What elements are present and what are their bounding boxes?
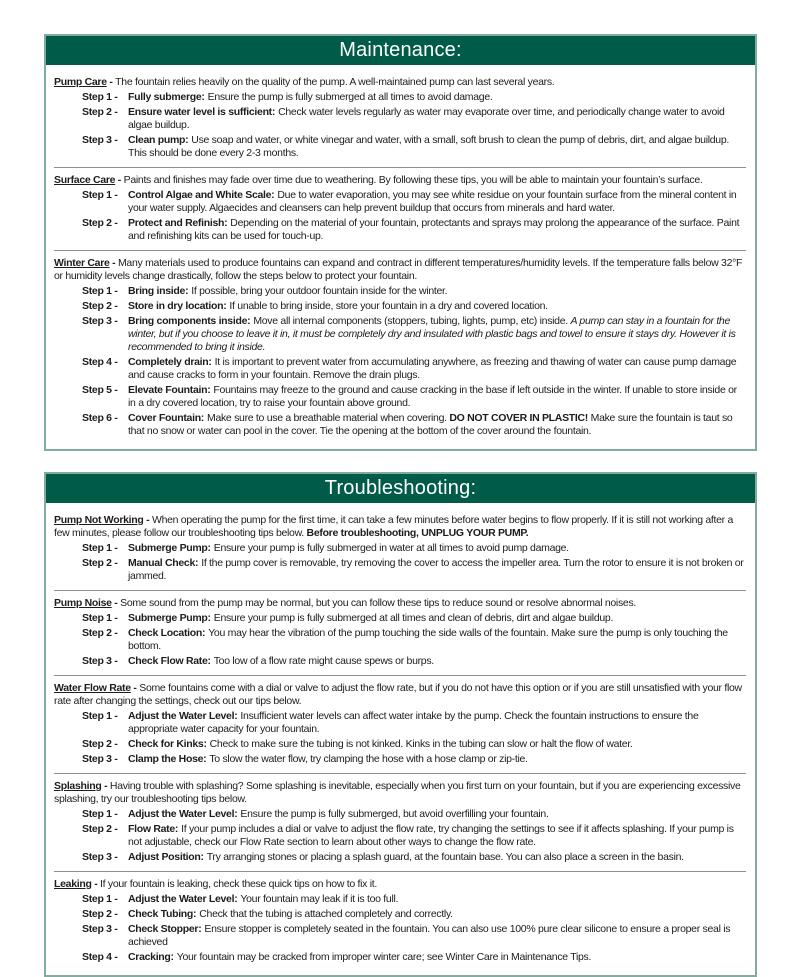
step-label: Step 3 - [82,134,118,146]
text-run: - [111,597,121,609]
step-name: Check Tubing: [128,908,197,920]
text-run: - [115,174,124,186]
step-name: Bring components inside: [128,315,251,327]
text-run: Make sure the fountain is taut so that no snow or water can pool in the cover. Tie the opening at the bottom of the cover around the fountain. [128,412,733,437]
text-run: Many materials used to produce fountains can expand and contract in different temperatures/humidity levels. If the temperature falls below 32°F or humidity levels change drastically, follow the steps below to protect your fountain. [54,257,743,282]
group-heading: Pump Not Working [54,514,144,526]
group-heading: Winter Care [54,257,110,269]
step-label: Step 1 - [82,808,118,820]
text-run: Due to water evaporation, you may see white residue on your fountain surface from the mineral content in your water supply. Algaecides and cleansers can help prevent buildup that occurs from minerals and hard water. [128,189,737,214]
step-row [54,189,746,215]
step-label: Step 1 - [82,612,118,624]
group-divider [54,250,746,251]
group-heading: Water Flow Rate [54,682,131,694]
step-row [54,557,746,583]
step-row [54,315,746,354]
panel-maintenance [44,34,757,451]
group-intro [54,682,746,708]
step-row [54,893,746,906]
group-heading: Surface Care [54,174,116,186]
step-label: Step 1 - [82,285,118,297]
text-run: - [143,514,152,526]
step-row [54,753,746,766]
text-run: Before troubleshooting, UNPLUG YOUR PUMP. [306,527,529,539]
text-run: Having trouble with splashing? Some splashing is inevitable, especially when you first turn on your fountain, but if you are experiencing excessive splashing, try our troubleshooting tips below. [54,780,741,805]
step-name: Elevate Fountain: [128,384,211,396]
step-body [128,808,746,821]
step-body [128,542,746,555]
step-row [54,384,746,410]
step-body [128,285,746,298]
group-intro [54,257,746,283]
text-run: Ensure stopper is completely seated in the fountain. You can also use 100% pure clear silicone to ensure a proper seal is achieved [128,923,731,948]
step-row [54,134,746,160]
step-row [54,808,746,821]
step-label: Step 5 - [82,384,118,396]
text-run: If possible, bring your outdoor fountain inside for the winter. [191,285,448,297]
step-row [54,823,746,849]
group-intro [54,878,746,891]
text-run: Check that the tubing is attached completely and correctly. [199,908,453,920]
step-name: Bring inside: [128,285,189,297]
text-run: Your fountain may be cracked from improper winter care; see Winter Care in Maintenance Tips. [176,951,592,963]
panel-header [46,36,755,65]
group-splashing [54,780,746,864]
step-body [128,738,746,751]
text-run: Ensure your pump is fully submerged in water at all times to avoid pump damage. [213,542,569,554]
text-run: Fountains may freeze to the ground and cause cracking in the base if left outside in the winter. If unable to store inside or in a dry covered location, try to raise your fountain above ground. [128,384,737,409]
step-body [128,189,746,215]
text-run: Your fountain may leak if it is too full. [240,893,399,905]
step-label: Step 1 - [82,189,118,201]
step-body [128,557,746,583]
step-body [128,384,746,410]
step-label: Step 2 - [82,738,118,750]
group-divider [54,675,746,676]
group-divider [54,773,746,774]
group-intro [54,597,746,610]
step-row [54,710,746,736]
panel-title: Maintenance: [339,39,462,61]
group-heading: Leaking [54,878,92,890]
step-name: Adjust the Water Level: [128,893,238,905]
step-body [128,91,746,104]
text-run: If your pump includes a dial or valve to adjust the flow rate, try changing the settings to see if it affects splashing. If your pump is not adjustable, check our Flow Rate section to learn about other ways to change the flow rate. [128,823,734,848]
step-label: Step 6 - [82,412,118,424]
step-name: Adjust the Water Level: [128,808,238,820]
group-divider [54,590,746,591]
step-row [54,951,746,964]
text-run: Some fountains come with a dial or valve to adjust the flow rate, but if you do not have this option or if you are still unsatisfied with your flow rate after changing the settings, check out our tips below. [54,682,742,707]
step-name: Fully submerge: [128,91,205,103]
step-name: Check Flow Rate: [128,655,211,667]
text-run: Try arranging stones or placing a splash guard, at the fountain base. You can also place a screen in the basin. [206,851,684,863]
group-divider [54,167,746,168]
step-row [54,356,746,382]
text-run: - [91,878,101,890]
manual-page [0,34,800,977]
step-name: Submerge Pump: [128,612,211,624]
step-label: Step 2 - [82,627,118,639]
step-label: Step 4 - [82,951,118,963]
step-name: Completely drain: [128,356,212,368]
step-row [54,612,746,625]
text-run: - [106,76,116,88]
group-pump-noise [54,597,746,668]
text-run: Use soap and water, or white vinegar and water, with a small, soft brush to clean the pump of debris, dirt, and algae buildup. This should be done every 2-3 months. [128,134,729,159]
step-body [128,412,746,438]
panel-header [46,474,755,503]
group-heading: Pump Noise [54,597,112,609]
group-divider [54,871,746,872]
step-label: Step 3 - [82,655,118,667]
step-name: Submerge Pump: [128,542,211,554]
step-name: Check for Kinks: [128,738,207,750]
text-run: Check water levels regularly as water may evaporate over time, and periodically change water to avoid algae buildup. [128,106,725,131]
step-name: Store in dry location: [128,300,227,312]
step-name: Check Stopper: [128,923,202,935]
text-run: Make sure to use a breathable material when covering. [207,412,450,424]
text-run: If your fountain is leaking, check these quick tips on how to fix it. [100,878,377,890]
step-body [128,753,746,766]
step-body [128,315,746,354]
group-water-flow-rate [54,682,746,766]
step-label: Step 3 - [82,851,118,863]
step-name: Cracking: [128,951,174,963]
panel-body [46,503,755,975]
step-label: Step 2 - [82,300,118,312]
step-body [128,951,746,964]
step-body [128,300,746,313]
step-label: Step 2 - [82,908,118,920]
step-body [128,655,746,668]
group-winter-care [54,257,746,438]
step-name: Ensure water level is sufficient: [128,106,276,118]
group-surface-care [54,174,746,243]
step-label: Step 2 - [82,557,118,569]
step-body [128,106,746,132]
step-row [54,923,746,949]
panel-title: Troubleshooting: [324,477,477,499]
text-run: The fountain relies heavily on the quality of the pump. A well-maintained pump can last several years. [115,76,555,88]
step-name: Protect and Refinish: [128,217,228,229]
text-run: Too low of a flow rate might cause spews or burps. [213,655,434,667]
step-name: Flow Rate: [128,823,179,835]
text-run: If unable to bring inside, store your fountain in a dry and covered location. [229,300,548,312]
step-body [128,908,746,921]
step-label: Step 4 - [82,356,118,368]
text-run: Insufficient water levels can affect water intake by the pump. Check the fountain instructions to ensure the appropriate water capacity for your fountain. [128,710,699,735]
step-row [54,851,746,864]
text-run: You may hear the vibration of the pump touching the side walls of the fountain. Make sure the pump is only touching the bottom. [128,627,728,652]
text-run: Ensure your pump is fully submerged at all times and clean of debris, dirt and algae buildup. [213,612,614,624]
step-body [128,851,746,864]
step-label: Step 1 - [82,710,118,722]
step-row [54,106,746,132]
step-name: Cover Fountain: [128,412,204,424]
step-body [128,134,746,160]
text-run: DO NOT COVER IN PLASTIC! [449,412,588,424]
step-label: Step 1 - [82,542,118,554]
text-run: - [130,682,140,694]
step-body [128,923,746,949]
step-name: Control Algae and White Scale: [128,189,275,201]
text-run: Ensure the pump is fully submerged, but avoid overfilling your fountain. [240,808,549,820]
text-run: Paints and finishes may fade over time due to weathering. By following these tips, you will be able to maintain your fountain’s surface. [123,174,703,186]
text-run: Some sound from the pump may be normal, but you can follow these tips to reduce sound or resolve abnormal noises. [120,597,637,609]
group-intro [54,780,746,806]
group-intro [54,174,746,187]
text-run: - [101,780,110,792]
step-row [54,217,746,243]
step-row [54,542,746,555]
step-name: Manual Check: [128,557,199,569]
text-run: If the pump cover is removable, try removing the cover to access the impeller area. Turn the rotor to ensure it is not broken or jammed. [128,557,744,582]
step-label: Step 1 - [82,893,118,905]
step-label: Step 2 - [82,823,118,835]
step-body [128,612,746,625]
text-run: When operating the pump for the first time, it can take a few minutes before water begins to flow properly. If it is still not working after a few minutes, please follow our troubleshooting tips below. [54,514,734,539]
text-run: Check to make sure the tubing is not kinked. Kinks in the tubing can slow or halt the flow of water. [209,738,633,750]
panel-troubleshooting [44,472,757,977]
step-row [54,655,746,668]
step-row [54,91,746,104]
step-label: Step 1 - [82,91,118,103]
step-name: Clean pump: [128,134,189,146]
step-body [128,627,746,653]
step-name: Adjust Position: [128,851,204,863]
step-name: Adjust the Water Level: [128,710,238,722]
group-intro [54,76,746,89]
step-name: Clamp the Hose: [128,753,207,765]
group-heading: Splashing [54,780,102,792]
step-row [54,285,746,298]
step-row [54,627,746,653]
panel-body [46,65,755,449]
text-run: Move all internal components (stoppers, tubing, lights, pump, etc) inside. [253,315,571,327]
text-run: Ensure the pump is fully submerged at all times to avoid damage. [207,91,493,103]
group-pump-care [54,76,746,160]
text-run: - [109,257,118,269]
text-run: A pump can stay in a fountain for the winter, but if you choose to leave it in, it must be completely dry and insulated with plastic bags and towel to ensure it stays dry. However it is recommended to bring it inside. [128,315,736,353]
step-row [54,300,746,313]
text-run: To slow the water flow, try clamping the hose with a hose clamp or zip-tie. [209,753,528,765]
group-intro [54,514,746,540]
step-label: Step 3 - [82,923,118,935]
step-body [128,356,746,382]
step-label: Step 2 - [82,106,118,118]
group-heading: Pump Care [54,76,107,88]
step-name: Check Location: [128,627,206,639]
step-row [54,412,746,438]
step-label: Step 3 - [82,315,118,327]
step-body [128,893,746,906]
text-run: Depending on the material of your fountain, protectants and sprays may prolong the appearance of the surface. Paint and refinishing kits can be used for touch-up. [128,217,740,242]
group-leaking [54,878,746,964]
step-body [128,823,746,849]
step-row [54,908,746,921]
step-label: Step 2 - [82,217,118,229]
step-row [54,738,746,751]
step-label: Step 3 - [82,753,118,765]
step-body [128,217,746,243]
step-body [128,710,746,736]
group-pump-not-working [54,514,746,583]
text-run: It is important to prevent water from accumulating anywhere, as freezing and thawing of water can cause pump damage and cause cracks to form in your fountain. Remove the drain plugs. [128,356,737,381]
